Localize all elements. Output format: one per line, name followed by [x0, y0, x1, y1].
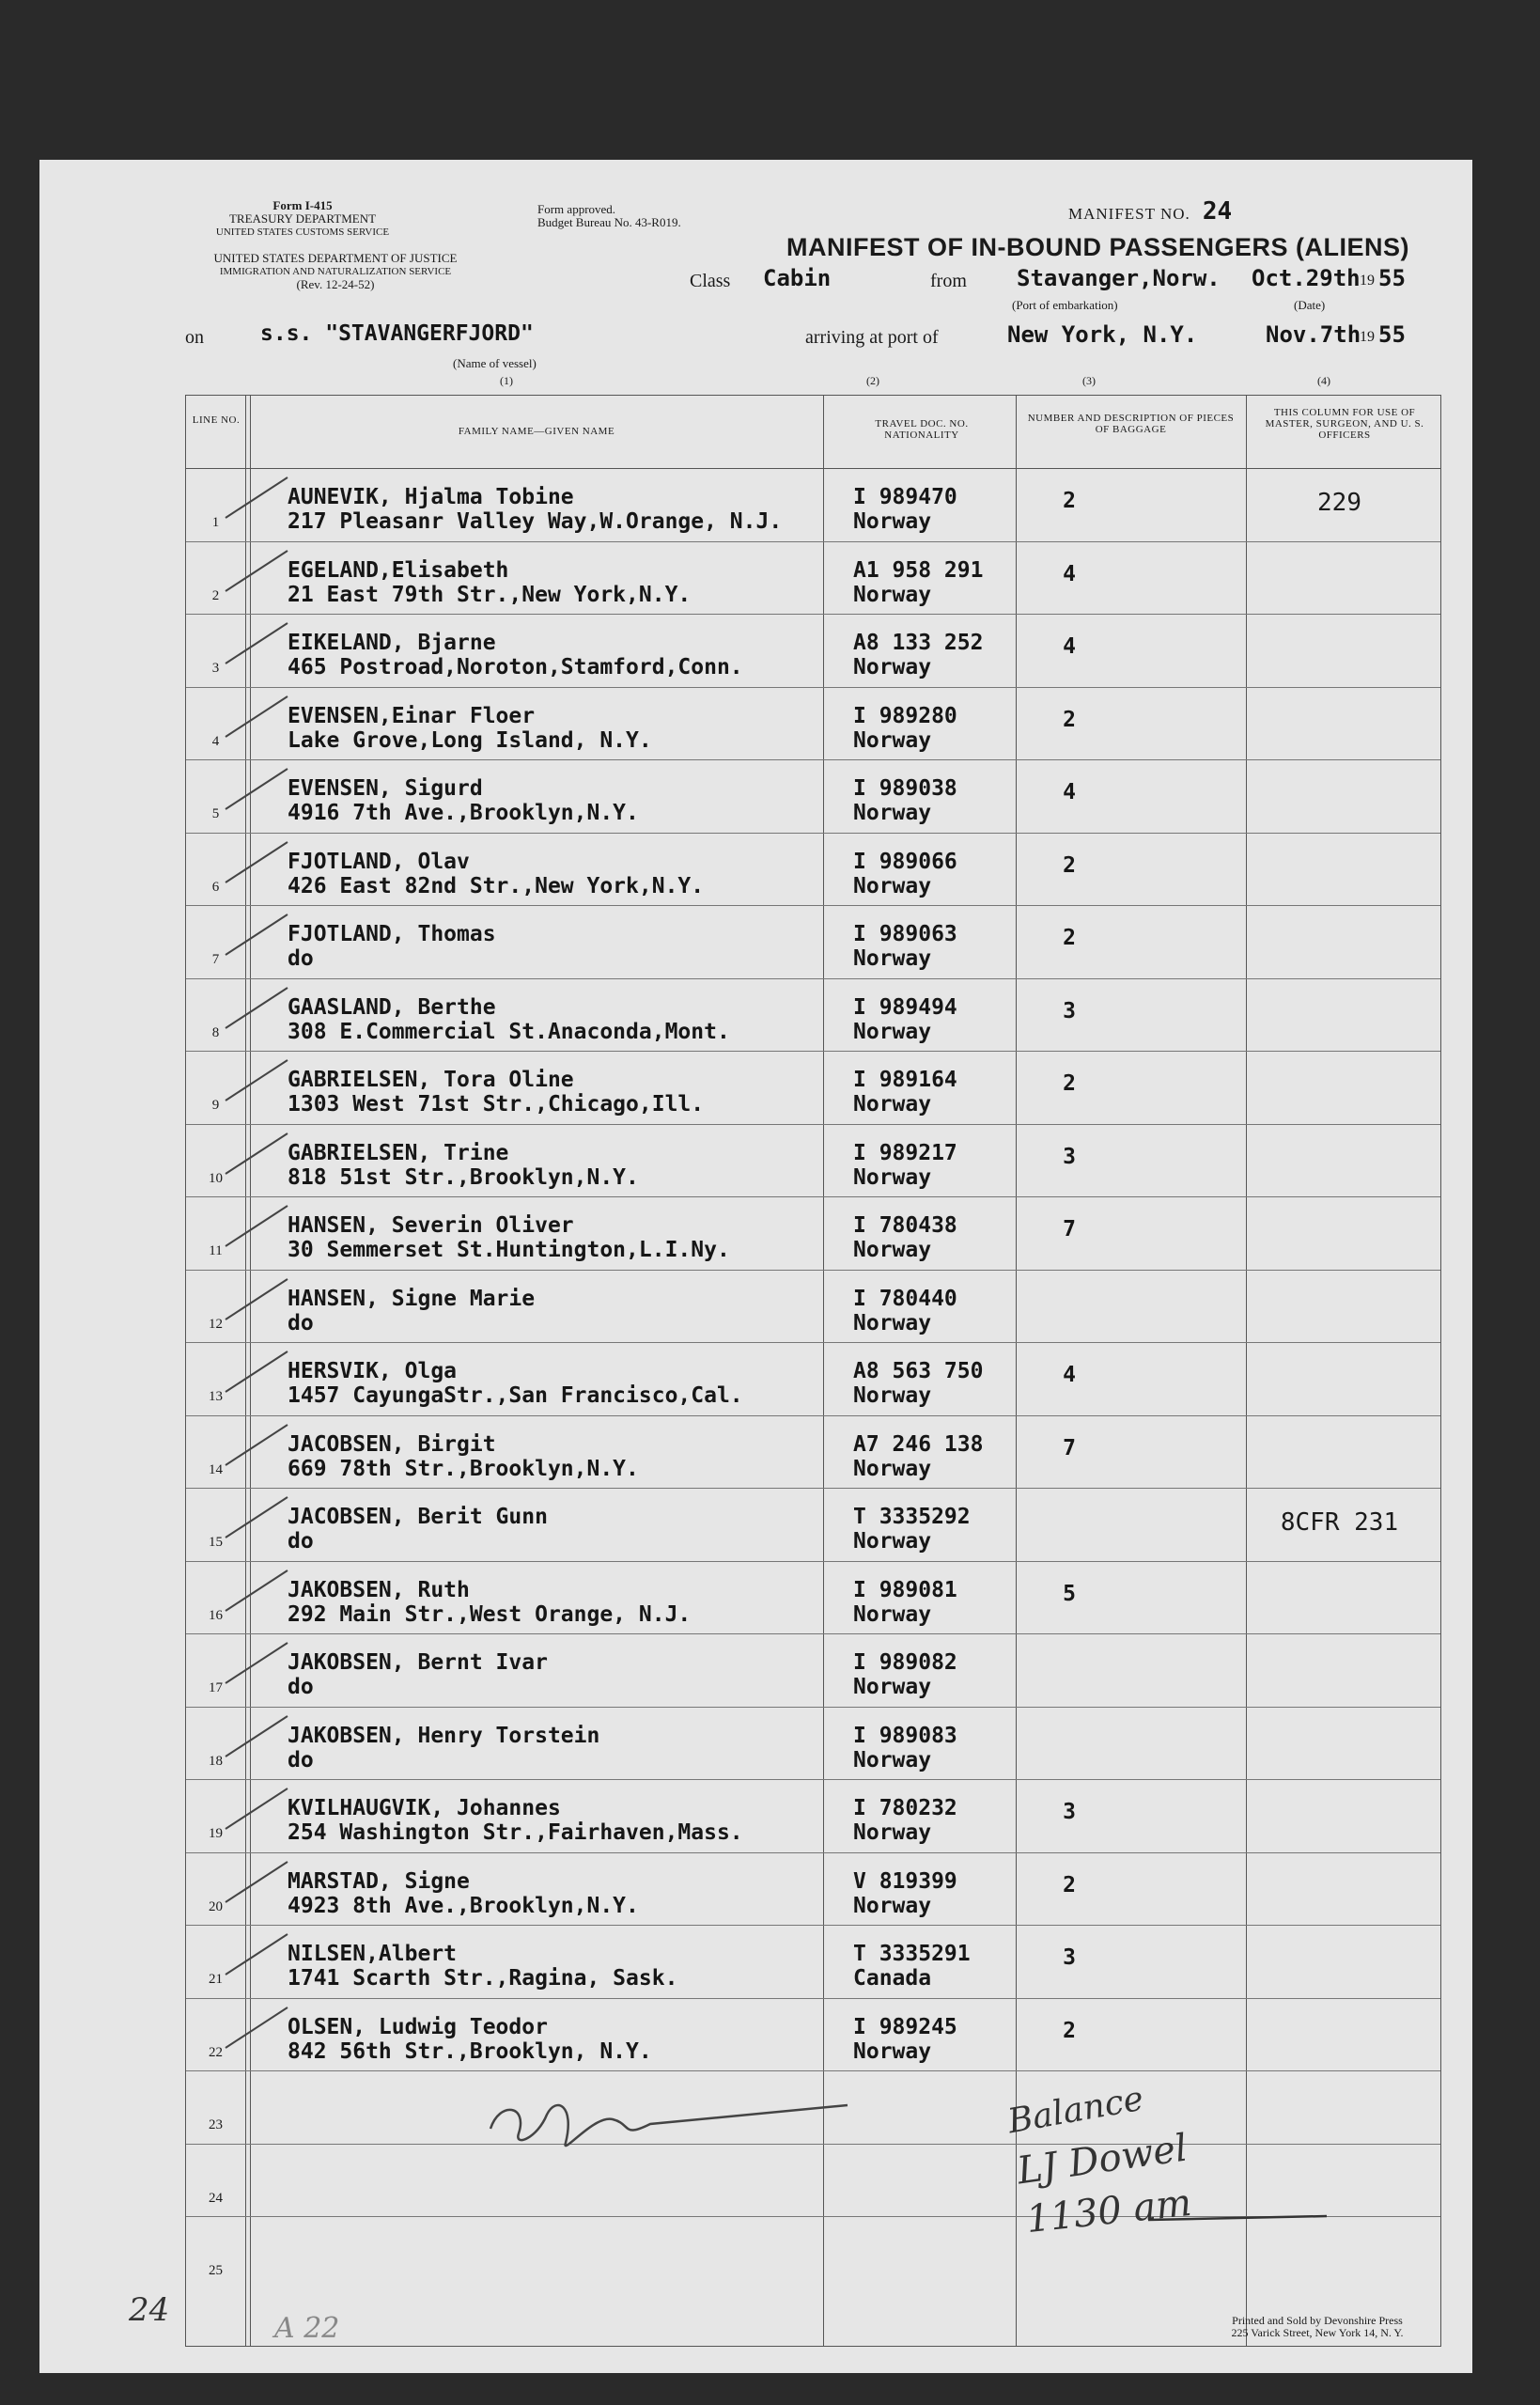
travel-doc-number: A7 246 138 [853, 1431, 984, 1457]
baggage-count: 4 [1063, 634, 1076, 659]
travel-doc-number: V 819399 [853, 1868, 957, 1894]
travel-doc-block [853, 1068, 957, 1117]
travel-doc-number: I 780440 [853, 1286, 957, 1311]
line-number: 5 [211, 806, 220, 821]
nationality: Norway [853, 873, 932, 898]
passenger-name-address [288, 1287, 535, 1335]
baggage-count: 7 [1063, 1435, 1076, 1460]
passenger-name-address [288, 558, 691, 607]
passenger-name-address [288, 850, 704, 898]
nationality: Canada [853, 1966, 932, 1991]
handwritten-balance: Balance [1004, 2079, 1147, 2142]
passenger-name: JAKOBSEN, Henry Torstein [288, 1723, 600, 1748]
approval-block [537, 203, 681, 229]
nationality: Norway [853, 1675, 932, 1699]
passenger-address: 1741 Scarth Str.,Ragina, Sask. [288, 1966, 678, 1991]
nationality: Norway [853, 1820, 932, 1845]
passenger-name-address [288, 1724, 599, 1773]
nationality: Norway [853, 1747, 932, 1773]
travel-doc-number: I 989038 [853, 776, 957, 801]
travel-doc-number: I 780438 [853, 1213, 957, 1238]
manifest-title: MANIFEST OF IN-BOUND PASSENGERS (ALIENS) [786, 233, 1410, 261]
printer-line-1: Printed and Sold by Devonshire Press [1232, 2314, 1403, 2327]
travel-doc-number: I 989470 [853, 485, 957, 509]
travel-doc-number: A8 563 750 [853, 1359, 984, 1383]
printer-line-2: 225 Varick Street, New York 14, N. Y. [1231, 2326, 1404, 2339]
travel-doc-number: T 3335292 [853, 1505, 971, 1529]
header-name: FAMILY NAME—GIVEN NAME [458, 426, 615, 437]
nationality: Norway [853, 946, 932, 971]
passenger-name: HANSEN, Signe Marie [288, 1286, 536, 1311]
line-number: 17 [209, 1680, 223, 1695]
travel-doc-block [853, 631, 983, 679]
travel-doc-number: I 989164 [853, 1068, 957, 1092]
manifest-number: 24 [1202, 197, 1233, 226]
ins-service: IMMIGRATION AND NATURALIZATION SERVICE [219, 266, 452, 277]
passenger-name-address [288, 485, 782, 534]
table-row [186, 1707, 1440, 1781]
passenger-name: FJOTLAND, Thomas [288, 922, 496, 946]
passenger-address: 21 East 79th Str.,New York,N.Y. [288, 582, 692, 607]
travel-doc-block [853, 1578, 957, 1627]
passenger-name: EGELAND,Elisabeth [288, 557, 509, 583]
table-row [186, 541, 1440, 616]
signature-scribble [472, 2077, 866, 2162]
nationality: Norway [853, 1456, 932, 1481]
header-baggage: NUMBER AND DESCRIPTION OF PIECES OF BAGGAGE [1027, 413, 1235, 435]
passenger-address: 254 Washington Str.,Fairhaven,Mass. [288, 1820, 743, 1845]
passenger-address: do [288, 946, 314, 971]
table-row [186, 759, 1440, 834]
passenger-name-address [288, 631, 743, 679]
baggage-count: 2 [1063, 1872, 1076, 1897]
line-number: 9 [211, 1098, 220, 1113]
passenger-address: 308 E.Commercial St.Anaconda,Mont. [288, 1019, 730, 1044]
form-number: Form I-415 [272, 198, 333, 212]
vessel-note: (Name of vessel) [453, 356, 537, 370]
passenger-name-address [288, 704, 652, 753]
table-row [186, 1415, 1440, 1490]
line-number: 21 [209, 1972, 223, 1987]
travel-doc-block [853, 1432, 983, 1481]
line-number: 11 [209, 1243, 223, 1258]
baggage-count: 7 [1063, 1217, 1076, 1242]
baggage-count: 3 [1063, 998, 1076, 1023]
passenger-address: 4923 8th Ave.,Brooklyn,N.Y. [288, 1893, 639, 1918]
travel-doc-block [853, 1505, 971, 1554]
justice-dept: UNITED STATES DEPARTMENT OF JUSTICE [213, 251, 458, 265]
line-number: 23 [209, 2117, 223, 2132]
travel-doc-block [853, 995, 957, 1044]
travel-doc-block [853, 1724, 957, 1773]
handwritten-initials: LJ Dowel [1014, 2126, 1190, 2194]
officer-note: 229 [1317, 489, 1361, 517]
year-prefix-2: 19 [1360, 329, 1375, 345]
travel-doc-block [853, 704, 957, 753]
nationality: Norway [853, 582, 932, 607]
travel-doc-number: I 989081 [853, 1577, 957, 1602]
customs-service: UNITED STATES CUSTOMS SERVICE [215, 226, 390, 238]
printer-footer [1167, 2315, 1468, 2339]
budget-bureau: Budget Bureau No. 43-R019. [537, 215, 681, 229]
passenger-name-address [288, 776, 639, 825]
passenger-name: GABRIELSEN, Tora Oline [288, 1068, 574, 1092]
travel-doc-block [853, 1141, 957, 1190]
passenger-name: GABRIELSEN, Trine [288, 1140, 509, 1165]
baggage-count: 2 [1063, 2018, 1076, 2043]
passenger-name: AUNEVIK, Hjalma Tobine [288, 485, 574, 509]
nationality: Norway [853, 1019, 932, 1044]
table-row [186, 1852, 1440, 1927]
travel-doc-block [853, 1359, 983, 1408]
line-number: 19 [209, 1826, 223, 1841]
table-row [186, 1561, 1440, 1635]
travel-doc-block [853, 485, 957, 534]
passenger-name: GAASLAND, Berthe [288, 994, 496, 1020]
table-row [186, 1633, 1440, 1708]
arriving-label: arriving at port of [805, 327, 939, 348]
nationality: Norway [853, 1383, 932, 1408]
passenger-address: do [288, 1310, 314, 1335]
line-number: 10 [209, 1170, 223, 1186]
margin-note: 24 [129, 2291, 170, 2329]
date-note: (Date) [1294, 298, 1326, 312]
manifest-number-row [1068, 197, 1232, 226]
passenger-name: JAKOBSEN, Ruth [288, 1577, 470, 1602]
line-number: 2 [211, 587, 220, 603]
passenger-name-address [288, 1869, 639, 1918]
travel-doc-block [853, 1942, 971, 1991]
baggage-count: 3 [1063, 1945, 1076, 1970]
travel-doc-number: I 989066 [853, 849, 957, 874]
year-prefix-1: 19 [1360, 273, 1375, 289]
col-num-1: (1) [500, 374, 513, 387]
nationality: Norway [853, 509, 932, 534]
port-embarkation-note: (Port of embarkation) [1012, 298, 1118, 312]
handwritten-time: 1130 am [1024, 2180, 1194, 2242]
travel-doc-number: A1 958 291 [853, 557, 984, 583]
table-row [186, 905, 1440, 979]
passenger-name-address [288, 995, 730, 1044]
passenger-address: 1303 West 71st Str.,Chicago,Ill. [288, 1092, 705, 1117]
table-row [186, 468, 1440, 542]
justice-block [180, 252, 490, 291]
table-row [186, 1051, 1440, 1125]
line-number: 18 [209, 1753, 223, 1769]
travel-doc-number: I 989494 [853, 994, 957, 1020]
table-row [186, 614, 1440, 688]
nationality: Norway [853, 1310, 932, 1335]
nationality: Norway [853, 1529, 932, 1554]
form-identifier-block [180, 199, 425, 239]
line-number: 12 [209, 1316, 223, 1332]
passenger-table [185, 395, 1441, 2347]
line-number: 20 [209, 1898, 223, 1914]
table-header [186, 396, 1440, 469]
passenger-address: do [288, 1675, 314, 1699]
passenger-address: do [288, 1529, 314, 1554]
col-num-4: (4) [1317, 374, 1330, 387]
passenger-name-address [288, 922, 496, 971]
line-number: 4 [211, 733, 220, 749]
baggage-count: 2 [1063, 926, 1076, 950]
nationality: Norway [853, 2038, 932, 2064]
passenger-name: JACOBSEN, Birgit [288, 1431, 496, 1457]
nationality: Norway [853, 1893, 932, 1918]
baggage-count: 3 [1063, 1800, 1076, 1824]
passenger-name-address [288, 1141, 639, 1190]
travel-doc-number: I 989063 [853, 922, 957, 946]
table-row [186, 1342, 1440, 1416]
manifest-no-label: MANIFEST NO. [1068, 205, 1190, 223]
travel-doc-number: A8 133 252 [853, 631, 984, 655]
passenger-name: OLSEN, Ludwig Teodor [288, 2014, 548, 2039]
nationality: Norway [853, 801, 932, 825]
table-row [186, 687, 1440, 761]
baggage-count: 2 [1063, 707, 1076, 732]
passenger-address: 4916 7th Ave.,Brooklyn,N.Y. [288, 801, 639, 825]
passenger-name: EIKELAND, Bjarne [288, 631, 496, 655]
class-label: Class [690, 271, 731, 291]
passenger-address: Lake Grove,Long Island, N.Y. [288, 727, 652, 753]
passenger-name: NILSEN,Albert [288, 1942, 458, 1966]
line-number: 6 [211, 879, 220, 895]
table-row [186, 978, 1440, 1053]
travel-doc-number: I 989217 [853, 1140, 957, 1165]
arrival-port: New York, N.Y. [1007, 321, 1198, 348]
passenger-address: do [288, 1747, 314, 1773]
baggage-count: 5 [1063, 1581, 1076, 1606]
passenger-address: 426 East 82nd Str.,New York,N.Y. [288, 873, 705, 898]
form-approved: Form approved. [537, 202, 616, 216]
from-value: Stavanger,Norw. [1017, 265, 1221, 291]
passenger-name-address [288, 1578, 691, 1627]
line-number: 13 [209, 1389, 223, 1404]
table-row [186, 1925, 1440, 1999]
travel-doc-block [853, 2015, 957, 2064]
vessel-name: s.s. "STAVANGERFJORD" [260, 321, 534, 346]
nationality: Norway [853, 1164, 932, 1190]
departure-year: 55 [1378, 265, 1406, 291]
travel-doc-block [853, 1213, 957, 1262]
passenger-name-address [288, 2015, 652, 2064]
passenger-address: 669 78th Str.,Brooklyn,N.Y. [288, 1456, 639, 1481]
table-row [186, 1124, 1440, 1198]
travel-doc-number: I 989083 [853, 1723, 957, 1748]
travel-doc-block [853, 776, 957, 825]
line-number: 15 [209, 1535, 223, 1550]
revision: (Rev. 12-24-52) [296, 277, 375, 291]
line-number: 22 [209, 2044, 223, 2060]
table-row [186, 1488, 1440, 1562]
baggage-count: 4 [1063, 561, 1076, 586]
passenger-address: 1457 CayungaStr.,San Francisco,Cal. [288, 1383, 743, 1408]
from-label: from [930, 271, 967, 291]
line-number: 7 [211, 952, 220, 967]
passenger-name: FJOTLAND, Olav [288, 849, 470, 874]
passenger-address: 30 Semmerset St.Huntington,L.I.Ny. [288, 1238, 730, 1262]
baggage-count: 4 [1063, 780, 1076, 804]
passenger-address: 465 Postroad,Noroton,Stamford,Conn. [288, 655, 743, 679]
passenger-address: 842 56th Str.,Brooklyn, N.Y. [288, 2038, 652, 2064]
nationality: Norway [853, 1601, 932, 1627]
passenger-name-address [288, 1213, 730, 1262]
line-number: 3 [211, 661, 220, 676]
col-num-3: (3) [1082, 374, 1096, 387]
travel-doc-block [853, 922, 957, 971]
passenger-name-address [288, 1942, 677, 1991]
header-travel-doc: TRAVEL DOC. NO. NATIONALITY [875, 418, 969, 441]
travel-doc-number: T 3335291 [853, 1942, 971, 1966]
baggage-count: 2 [1063, 852, 1076, 878]
margin-note-2: A 22 [274, 2312, 340, 2345]
table-row [186, 1196, 1440, 1271]
nationality: Norway [853, 727, 932, 753]
table-row [186, 1998, 1440, 2072]
passenger-address: 292 Main Str.,West Orange, N.J. [288, 1601, 692, 1627]
travel-doc-block [853, 850, 957, 898]
table-row [186, 1779, 1440, 1853]
travel-doc-block [853, 1796, 957, 1845]
travel-doc-number: I 989280 [853, 703, 957, 728]
passenger-name-address [288, 1796, 743, 1845]
line-number: 25 [209, 2263, 223, 2278]
travel-doc-block [853, 1650, 957, 1699]
arrival-date: Nov.7th [1266, 321, 1361, 348]
travel-doc-number: I 780232 [853, 1796, 957, 1820]
col-num-2: (2) [866, 374, 879, 387]
travel-doc-block [853, 558, 983, 607]
nationality: Norway [853, 1238, 932, 1262]
line-number: 16 [209, 1607, 223, 1623]
line-number: 1 [211, 515, 220, 530]
passenger-name: EVENSEN,Einar Floer [288, 703, 536, 728]
baggage-count: 4 [1063, 1363, 1076, 1387]
nationality: Norway [853, 655, 932, 679]
passenger-name-address [288, 1432, 639, 1481]
on-label: on [185, 327, 204, 348]
passenger-name-address [288, 1068, 704, 1117]
header-officers: THIS COLUMN FOR USE OF MASTER, SURGEON, AND U. S. OFFICERS [1265, 407, 1424, 441]
class-value: Cabin [763, 265, 832, 291]
officer-note: 8CFR 231 [1280, 1508, 1399, 1537]
arrival-year: 55 [1378, 321, 1406, 348]
passenger-name: HANSEN, Severin Oliver [288, 1213, 574, 1238]
travel-doc-number: I 989245 [853, 2014, 957, 2039]
departure-date: Oct.29th [1252, 265, 1361, 291]
line-number: 24 [209, 2190, 223, 2206]
line-number: 14 [209, 1461, 223, 1477]
travel-doc-block [853, 1287, 957, 1335]
passenger-name: MARSTAD, Signe [288, 1868, 470, 1894]
manifest-sheet [39, 160, 1472, 2373]
balance-underline [1148, 2209, 1336, 2227]
passenger-name-address [288, 1359, 743, 1408]
baggage-count: 2 [1063, 1071, 1076, 1096]
passenger-name: EVENSEN, Sigurd [288, 776, 483, 801]
baggage-count: 2 [1063, 489, 1076, 513]
passenger-name-address [288, 1650, 548, 1699]
line-number: 8 [211, 1024, 220, 1040]
passenger-name: JACOBSEN, Berit Gunn [288, 1505, 548, 1529]
passenger-name: JAKOBSEN, Bernt Ivar [288, 1650, 548, 1675]
table-row [186, 833, 1440, 907]
passenger-address: 217 Pleasanr Valley Way,W.Orange, N.J. [288, 509, 783, 534]
passenger-address: 818 51st Str.,Brooklyn,N.Y. [288, 1164, 639, 1190]
passenger-name-address [288, 1505, 548, 1554]
treasury-dept: TREASURY DEPARTMENT [228, 211, 377, 226]
passenger-name: KVILHAUGVIK, Johannes [288, 1796, 561, 1820]
travel-doc-block [853, 1869, 957, 1918]
table-row [186, 1270, 1440, 1344]
passenger-name: HERSVIK, Olga [288, 1359, 458, 1383]
baggage-count: 3 [1063, 1144, 1076, 1169]
travel-doc-number: I 989082 [853, 1650, 957, 1675]
header-line-no: LINE NO. [192, 414, 241, 426]
nationality: Norway [853, 1092, 932, 1117]
